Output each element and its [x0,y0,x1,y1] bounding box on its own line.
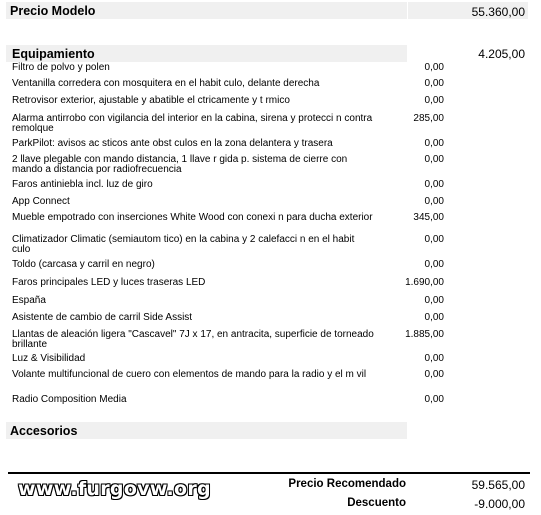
equipment-item-price: 345,00 [413,212,444,223]
equipment-item-price: 0,00 [424,138,444,149]
equipment-item-label: Toldo (carcasa y carril en negro) [12,259,155,270]
equipment-item-price: 0,00 [424,369,444,380]
equipment-item-price: 1.690,00 [405,277,444,288]
equipment-item [12,235,444,260]
equipment-item [12,96,444,114]
discount-value: -9.000,00 [474,497,525,511]
equipment-item-price: 0,00 [424,312,444,323]
equipment-item-label: Faros principales LED y luces traseras LED [12,277,206,288]
equipment-item-label: España [12,295,46,306]
equipment-item [12,354,444,370]
equipment-item-label: Ventanilla corredera con mosquitera en el habit culo, delante derecha [12,78,320,89]
equipment-item-price: 0,00 [424,179,444,190]
summary-divider [8,472,530,474]
equipment-item [12,180,444,197]
equipment-item [12,278,444,296]
equipment-item-price: 0,00 [424,353,444,364]
equipment-item-price: 0,00 [424,196,444,207]
equipment-item [12,213,444,235]
equipment-item-price: 0,00 [424,78,444,89]
equipment-item-price: 0,00 [424,259,444,270]
equipment-item-label: Llantas de aleación ligera "Cascavel" 7J x 17, en antracita, superficie de torneado brillante [12,329,374,350]
recommended-price-label: Precio Recomendado [288,478,406,490]
equipment-item [12,79,444,96]
equipment-item-price: 0,00 [424,62,444,73]
equipment-item-label: Mueble empotrado con inserciones White Wood con conexi n para ducha exterior [12,212,373,223]
equipment-item-price: 0,00 [424,234,444,245]
equipment-item [12,197,444,213]
equipment-item-label: Faros antiniebla incl. luz de giro [12,179,153,190]
equipment-label: Equipamiento [12,47,95,61]
site-watermark: www.furgovw.org [18,478,211,500]
equipment-item-label: Volante multifuncional de cuero con elementos de mando para la radio y el m vil [12,369,367,380]
equipment-item [12,296,444,313]
equipment-item [12,395,444,411]
equipment-item-price: 0,00 [424,95,444,106]
equipment-item [12,63,444,79]
equipment-item-label: Climatizador Climatic (semiautom tico) en la cabina y 2 calefacci n en el habit culo [12,234,355,255]
equipment-item-label: 2 llave plegable con mando distancia, 1 llave r gida p. sistema de cierre con mando a distancia por radiofrecuencia [12,154,348,175]
equipment-item-label: Retrovisor exterior, ajustable y abatible el ctricamente y t rmico [12,95,290,106]
model-price-label: Precio Modelo [10,4,96,18]
equipment-item-price: 0,00 [424,295,444,306]
equipment-item-label: Filtro de polvo y polen [12,62,110,73]
discount-label: Descuento [347,497,406,509]
equipment-item-price: 1.885,00 [405,329,444,340]
equipment-item-label: Radio Composition Media [12,394,127,405]
equipment-item-label: Asistente de cambio de carril Side Assist [12,312,193,323]
equipment-item-label: Luz & Visibilidad [12,353,86,364]
model-price-value: 55.360,00 [471,5,525,19]
accessories-label: Accesorios [10,424,78,438]
recommended-price-value: 59.565,00 [471,478,525,492]
equipment-list [12,63,444,411]
equipment-item [12,260,444,278]
equipment-item [12,155,444,180]
equipment-total: 4.205,00 [478,47,525,61]
equipment-item [12,330,444,354]
equipment-item-label: Alarma antirrobo con vigilancia del interior en la cabina, sirena y protecci n contra remolque [12,113,373,134]
equipment-item [12,139,444,155]
equipment-item-label: ParkPilot: avisos ac sticos ante obst culos en la zona delantera y trasera [12,138,333,149]
equipment-item-price: 285,00 [413,113,444,124]
equipment-item [12,114,444,139]
equipment-item-label: App Connect [12,196,70,207]
equipment-item [12,313,444,330]
equipment-item-price: 0,00 [424,154,444,165]
equipment-item-price: 0,00 [424,394,444,405]
equipment-item [12,370,444,395]
